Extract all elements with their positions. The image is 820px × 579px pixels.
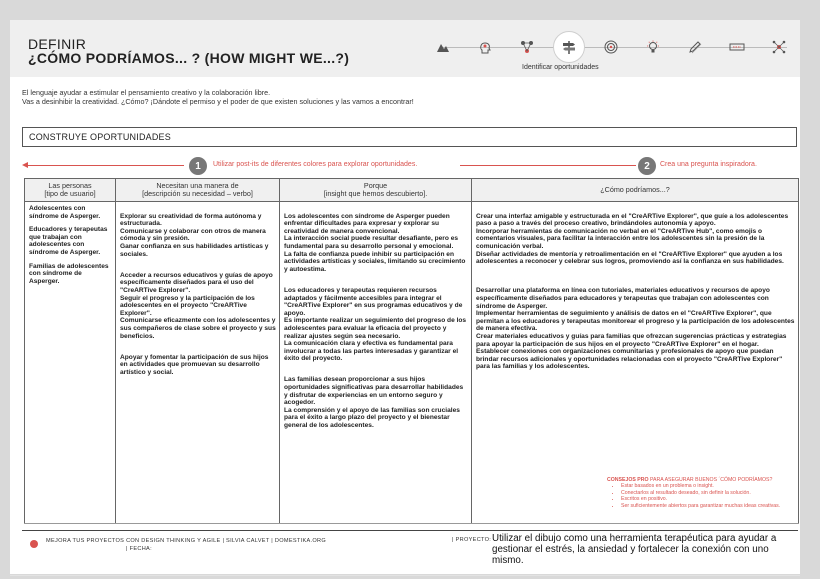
how-might-we-cell: [472, 202, 799, 524]
table-row: [25, 202, 799, 524]
footer-course: MEJORA TUS PROYECTOS CON DESIGN THINKING Y AGILE | SILVIA CALVET | DOMESTIKA.ORG: [46, 538, 327, 544]
active-step-label: Identificar oportunidades: [522, 64, 599, 71]
lightbulb-icon[interactable]: [640, 34, 666, 60]
list-item: Crear una interfaz amigable y estructurada en el "CreARTive Explorer", que guíe a los adolescentes paso a paso a través del proceso creativo, brindándoles autonomía y apoyo. Incorporar herramientas de comunicación no verbal en el "CreARTive Hub", como emojis o comentarios visuales, para facilitar la interacción entre los adolescentes sin la presión de la comunicación verbal. Diseñar actividades de mentoría y retroalimentación en el "CreARTive Explorer" que ayuden a los adolescentes a reconocer y celebrar sus logros, promoviendo así la confianza en sus habilidades.: [476, 212, 789, 266]
intro-line-2: Vas a desinhibir la creatividad. ¿Cómo? ¡Dándote el permiso y el poder de que existen soluciones y las vamos a encontrar!: [22, 97, 414, 106]
list-item: Familias de adolescentes con síndrome de Asperger.: [29, 262, 109, 285]
guide-line-right: [460, 165, 636, 166]
list-item: • Conectarlos al resultado deseado, sin definir la solución.: [621, 490, 797, 496]
signpost-icon[interactable]: [553, 31, 585, 63]
list-item: Adolescentes con síndrome de Asperger.: [29, 205, 101, 220]
guide-line-left: [26, 165, 184, 166]
list-item: Acceder a recursos educativos y guías de apoyo específicamente diseñados para el uso del "CreARTive Explorer". Seguir el progreso y la participación de los adolescentes en el proyecto "CreARTive Explorer". Comunicarse eficazmente con los adolescentes y sus compañeros de clase sobre el proyecto y sus beneficios.: [120, 271, 276, 340]
list-item: Desarrollar una plataforma en línea con tutoriales, materiales educativos y recursos de apoyo específicamente diseñados para educadores y terapeutas que trabajan con adolescentes con síndrome de Asperger. Implementar herramientas de seguimiento y análisis de datos en el "CreARTive Explorer", que permitan a los educadores y terapeutas monitorear el progreso y la participación de los adolescentes de manera efectiva. Crear materiales educativos y guías para familias que ofrezcan sugerencias prácticas y estrategias para apoyar la participación de sus hijos en el proyecto "CreARTive Explorer" en el hogar. Establecer conexiones con organizaciones comunitarias y profesionales de apoyo que puedan brindar recursos adicionales y oportunidades relacionadas con el proyecto "CreARTive Explorer" para las familias y los adolescentes.: [476, 287, 795, 371]
header-how-might-we: ¿Cómo podríamos...?: [472, 179, 799, 202]
table-header-row: [25, 179, 799, 202]
page-title-phase: DEFINIR: [28, 36, 87, 52]
arrows-icon[interactable]: [724, 34, 750, 60]
pencil-icon[interactable]: [682, 34, 708, 60]
tips-heading: CONSEJOS PRO PARA ASEGURAR BUENOS ´CÓMO PODRÍAMOS?: [607, 477, 773, 483]
target-icon[interactable]: [598, 34, 624, 60]
footer-project-value[interactable]: Utilizar el dibujo como una herramienta terapéutica para ayudar a gestionar el estrés, la ansiedad y fortalecer la conexión con uno mismo.: [492, 533, 777, 566]
step1-badge: 1: [189, 157, 207, 175]
network-icon[interactable]: [514, 34, 540, 60]
header-because: Porque [insight que hemos descubierto].: [280, 179, 472, 202]
list-item: • Estar basados en un problema o insight.: [621, 483, 797, 489]
header-need: Necesitan una manera de [descripción su necesidad – verbo]: [116, 179, 280, 202]
molecule-icon[interactable]: [766, 34, 792, 60]
header-people: Las personas [tipo de usuario]: [25, 179, 116, 202]
because-cell: [280, 202, 472, 524]
guide-row: [22, 157, 797, 175]
list-item: • Ser suficientemente abiertos para garantizar muchas ideas creativas.: [621, 503, 797, 509]
intro-line-1: El lenguaje ayudar a estimular el pensamiento creativo y la colaboración libre.: [22, 88, 271, 97]
mountain-icon[interactable]: [430, 34, 456, 60]
section-title: CONSTRUYE OPORTUNIDADES: [22, 127, 797, 147]
idea-head-icon[interactable]: [472, 34, 498, 60]
list-item: Los adolescentes con síndrome de Asperger pueden enfrentar dificultades para expresar y explorar su creatividad de manera convencional. La interacción social puede resultar desafiante, pero es fundamental para su desarrollo personal y emocional. La falta de confianza puede inhibir su participación en actividades artísticas y sociales, limitando su crecimiento y autoestima.: [284, 212, 466, 273]
step2-hint: Crea una pregunta inspiradora.: [660, 161, 757, 168]
list-item: Las familias desean proporcionar a sus hijos oportunidades significativas para desarrollar habilidades y disfrutar de experiencias en un entorno seguro y acogedor. La comprensión y el apoyo de las familias son cruciales para el éxito a largo plazo del proyecto y el bienestar general de los adolescentes.: [284, 376, 464, 430]
opportunities-table: [24, 178, 799, 524]
tips-list: [607, 483, 797, 509]
bottom-divider: [10, 575, 800, 576]
list-item: Apoyar y fomentar la participación de sus hijos en actividades que promuevan su desarrollo artístico y social.: [120, 353, 269, 376]
footer: [22, 530, 798, 566]
footer-date-label: | FECHA:: [126, 546, 152, 552]
list-item: Los educadores y terapeutas requieren recursos adaptados y fácilmente accesibles para integrar el "CreARTive Explorer" en sus programas educativos y de apoyo. Es importante realizar un seguimiento del progreso de los adolescentes para evaluar la eficacia del proyecto y realizar ajustes según sea necesario. La comunicación clara y efectiva es fundamental para involucrar a todas las partes interesadas y garantizar el éxito del proyecto.: [284, 286, 467, 363]
people-cell: [25, 202, 116, 524]
list-item: • Escritos en positivo.: [621, 496, 797, 502]
step1-hint: Utilizar post-its de diferentes colores para explorar oportunidades.: [213, 161, 418, 168]
intro-text: [22, 88, 414, 106]
domestika-logo-icon: [30, 540, 38, 548]
pro-tips: [607, 477, 797, 509]
need-cell: [116, 202, 280, 524]
page-title: ¿CÓMO PODRÍAMOS... ? (HOW MIGHT WE...?): [28, 50, 350, 66]
process-steps: [430, 34, 800, 60]
list-item: Explorar su creatividad de forma autónoma y estructurada. Comunicarse y colaborar con otros de manera cómoda y sin presión. Ganar confianza en sus habilidades artísticas y sociales.: [120, 212, 269, 258]
step2-badge: 2: [638, 157, 656, 175]
footer-project-label: | PROYECTO:: [452, 537, 492, 543]
list-item: Educadores y terapeutas que trabajan con adolescentes con síndrome de Asperger.: [29, 226, 108, 256]
